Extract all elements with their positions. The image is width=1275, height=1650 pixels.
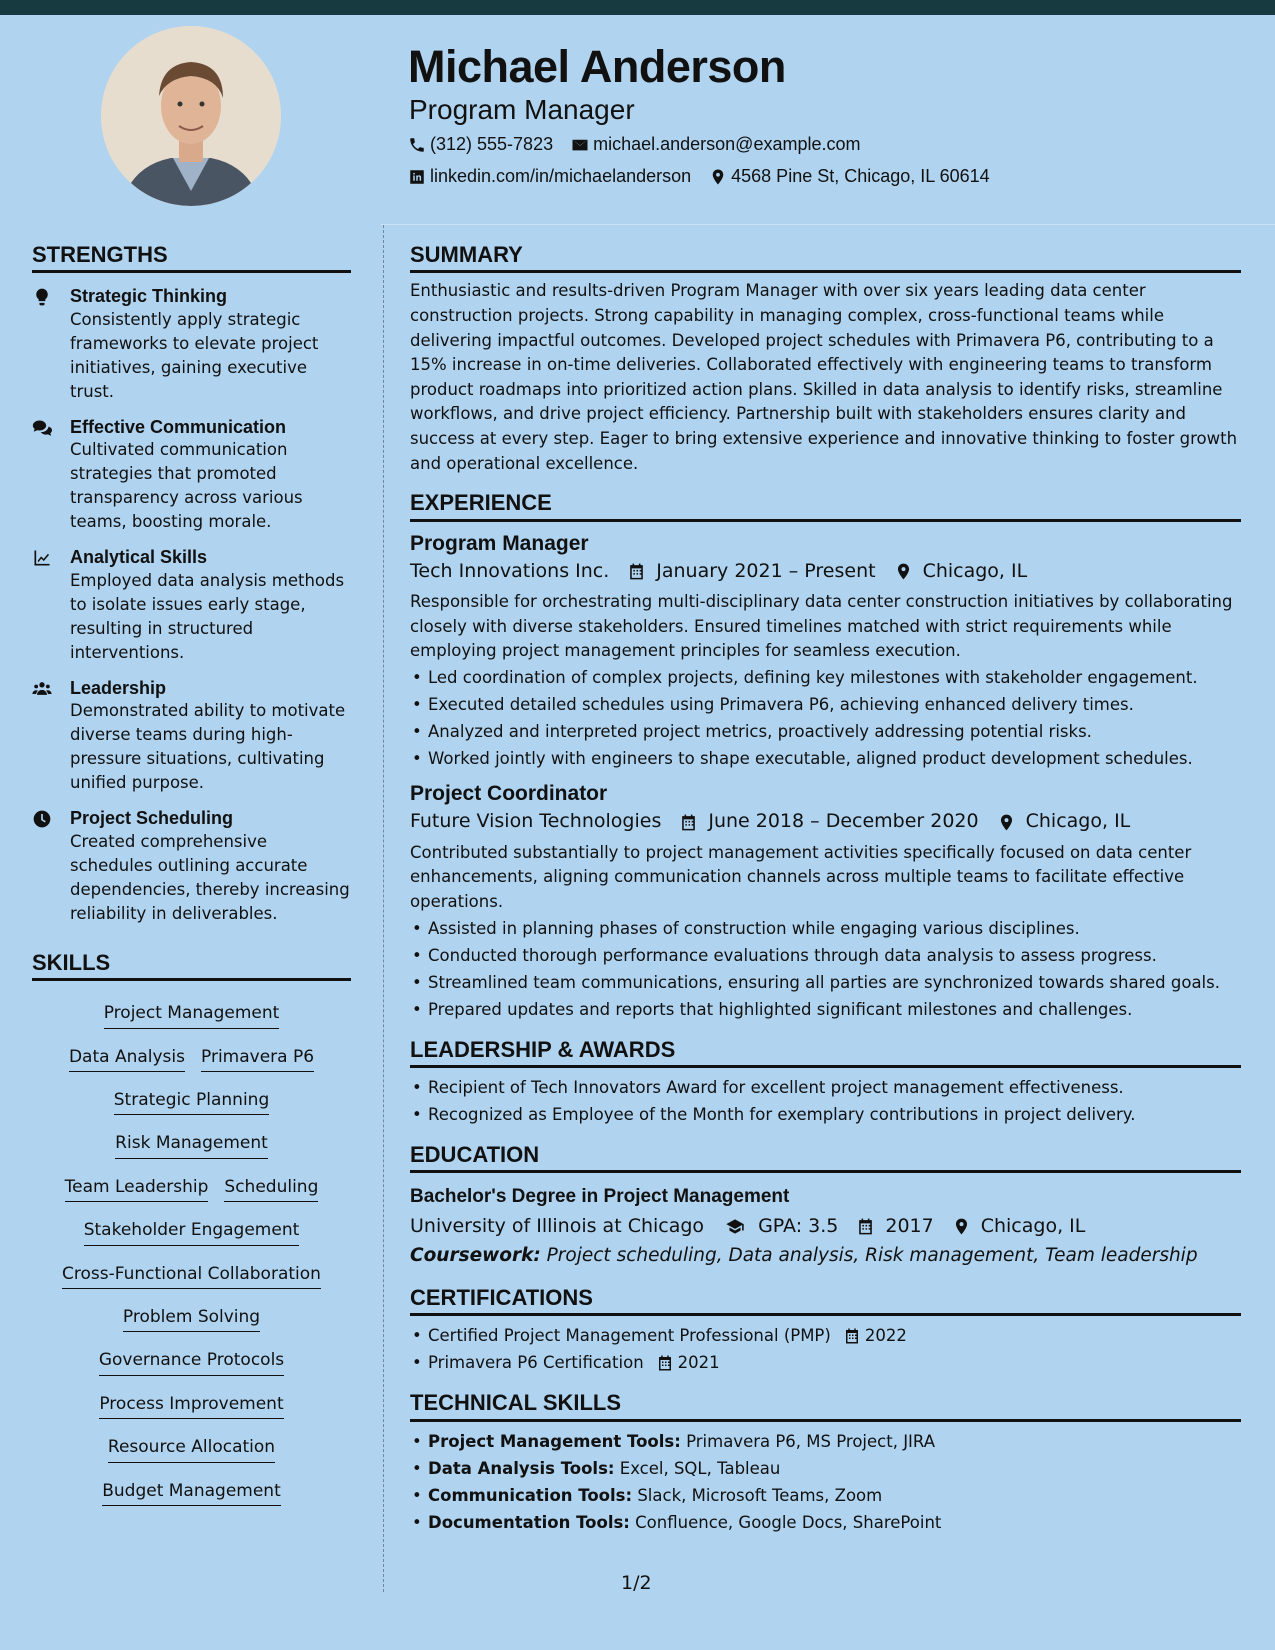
job-entry (410, 530, 1241, 773)
email-text[interactable]: michael.anderson@example.com (593, 134, 861, 154)
job-location: Chicago, IL (922, 559, 1028, 582)
job-meta (410, 557, 1241, 586)
job-description: Responsible for orchestrating multi-disciplinary data center construction initiatives by collaborating closely with diverse stakeholders. Ensured timelines matched with strict requirements while employing project management principles for seamless execution. (410, 592, 1233, 661)
coursework-text: Project scheduling, Data analysis, Risk management, Team leadership (546, 1245, 1198, 1267)
strength-title: Strategic Thinking (70, 286, 228, 307)
job-dates: June 2018 – December 2020 (708, 810, 979, 833)
map-marker-icon (952, 1217, 971, 1236)
skill-tag: Risk Management (115, 1125, 268, 1158)
awards-list (410, 1074, 1241, 1128)
email-contact[interactable] (571, 134, 860, 155)
chart-line-icon (32, 548, 52, 568)
list-item (410, 1455, 1241, 1482)
strength-item (32, 285, 351, 404)
school-name: University of Illinois at Chicago (410, 1214, 705, 1237)
list-item: • Executed detailed schedules using Primavera P6, achieving enhanced delivery times. (410, 691, 1241, 718)
comments-icon (32, 418, 52, 438)
skills-heading: SKILLS (32, 950, 351, 981)
tech-value: Excel, SQL, Tableau (619, 1458, 781, 1478)
envelope-icon (571, 136, 589, 154)
summary-text: Enthusiastic and results-driven Program Manager with over six years leading data center construction projects. Strong capability in managing complex, cross-functional teams while delivering impactful outcomes. Developed project schedules with Primavera P6, contributing to a 15% increase in on-time deliveries. Collaborated effectively with engineering teams to transform product roadmaps into prioritized action plans. Skilled in data analysis to identify risks, streamline workflows, and drive project efficiency. Partnership built with stakeholders ensures clarity and success at every step. Eager to bring extensive experience and innovative thinking to foster growth and operational excellence. (410, 281, 1238, 473)
skill-tag: Governance Protocols (99, 1342, 284, 1375)
technical-skills-heading: TECHNICAL SKILLS (410, 1390, 1241, 1421)
strength-desc: Employed data analysis methods to isolate issues early stage, resulting in structured interventions. (70, 570, 345, 662)
school-location: Chicago, IL (980, 1214, 1086, 1237)
linkedin-contact[interactable] (408, 166, 691, 187)
cert-year: 2022 (864, 1326, 907, 1346)
strength-item (32, 807, 351, 926)
skill-tag: Data Analysis (69, 1039, 185, 1072)
job-company: Tech Innovations Inc. (410, 559, 610, 582)
users-icon (32, 679, 52, 699)
map-marker-icon (894, 562, 913, 581)
list-item (410, 1349, 1241, 1376)
strength-item (32, 677, 351, 796)
left-column (32, 242, 351, 1510)
candidate-name: Michael Anderson (408, 41, 786, 92)
job-role: Project Coordinator (410, 782, 608, 806)
list-item: • Analyzed and interpreted project metrics, proactively addressing potential risks. (410, 718, 1241, 745)
grad-year: 2017 (885, 1214, 934, 1237)
skill-tag: Project Management (104, 995, 280, 1028)
job-dates: January 2021 – Present (656, 559, 876, 582)
page-number: 1/2 (621, 1572, 652, 1594)
clock-icon (32, 809, 52, 829)
coursework (410, 1241, 1241, 1271)
tech-label: Communication Tools: (428, 1485, 633, 1505)
tech-value: Primavera P6, MS Project, JIRA (686, 1431, 936, 1451)
list-item: • Recognized as Employee of the Month for exemplary contributions in project delivery. (410, 1101, 1241, 1128)
job-company: Future Vision Technologies (410, 810, 662, 833)
cert-name: • Certified Project Management Professional (PMP) (428, 1326, 831, 1346)
list-item: • Prepared updates and reports that highlighted significant milestones and challenges. (410, 996, 1241, 1023)
skill-tag: Budget Management (102, 1473, 281, 1506)
candidate-title: Program Manager (409, 94, 635, 125)
job-role: Program Manager (410, 531, 589, 555)
tech-value: Confluence, Google Docs, SharePoint (635, 1512, 942, 1532)
list-item: • Worked jointly with engineers to shape executable, aligned product development schedules. (410, 745, 1241, 772)
gpa-text: GPA: 3.5 (758, 1214, 839, 1237)
skill-tag: Team Leadership (65, 1169, 209, 1202)
tech-value: Slack, Microsoft Teams, Zoom (637, 1485, 883, 1505)
phone-contact (408, 134, 553, 155)
job-bullets (410, 915, 1241, 1023)
degree-title: Bachelor's Degree in Project Management (410, 1186, 790, 1208)
cert-year: 2021 (677, 1353, 720, 1373)
header-rule (381, 224, 1275, 225)
strength-title: Analytical Skills (70, 547, 208, 568)
job-location: Chicago, IL (1025, 810, 1131, 833)
experience-heading: EXPERIENCE (410, 490, 1241, 521)
list-item (410, 1482, 1241, 1509)
calendar-icon (856, 1217, 875, 1236)
calendar-icon (656, 1354, 674, 1372)
calendar-icon (679, 813, 698, 832)
strength-desc: Created comprehensive schedules outlining accurate dependencies, thereby increasing reliability in deliverables. (70, 831, 350, 923)
strength-desc: Demonstrated ability to motivate diverse teams during high-pressure situations, cultivating unified purpose. (70, 701, 346, 793)
strength-desc: Cultivated communication strategies that promoted transparency across various teams, boosting morale. (70, 440, 303, 532)
address-contact (709, 166, 990, 187)
job-description: Contributed substantially to project management activities specifically focused on data center enhancements, aligning communication channels across multiple teams to facilitate effective operations. (410, 842, 1192, 911)
skill-tag: Stakeholder Engagement (84, 1212, 300, 1245)
list-item: • Conducted thorough performance evaluations through data analysis to assess progress. (410, 942, 1241, 969)
skills-list (32, 989, 351, 1510)
technical-skills-list (410, 1428, 1241, 1536)
contact-row-2 (408, 166, 1008, 187)
skill-tag: Cross-Functional Collaboration (62, 1256, 321, 1289)
cert-name: • Primavera P6 Certification (428, 1353, 644, 1373)
profile-photo (101, 26, 281, 206)
coursework-label: Coursework: (410, 1245, 541, 1267)
job-meta (410, 807, 1241, 836)
list-item: • Assisted in planning phases of construction while engaging various disciplines. (410, 915, 1241, 942)
tech-label: Project Management Tools: (428, 1431, 681, 1451)
address-text: 4568 Pine St, Chicago, IL 60614 (731, 166, 990, 186)
calendar-icon (627, 562, 646, 581)
column-divider (383, 225, 384, 1592)
strength-title: Project Scheduling (70, 808, 234, 829)
strength-title: Effective Communication (70, 416, 287, 437)
right-column (410, 242, 1241, 1536)
strength-title: Leadership (70, 677, 167, 698)
linkedin-icon (408, 168, 426, 186)
graduation-cap-icon (722, 1217, 748, 1236)
skill-tag: Strategic Planning (114, 1082, 269, 1115)
certifications-heading: CERTIFICATIONS (410, 1285, 1241, 1316)
education-heading: EDUCATION (410, 1142, 1241, 1173)
phone-icon (408, 136, 426, 154)
skill-tag: Problem Solving (123, 1299, 260, 1332)
strength-item (32, 546, 351, 665)
job-bullets (410, 664, 1241, 772)
list-item: • Recipient of Tech Innovators Award for excellent project management effectiveness. (410, 1074, 1241, 1101)
strength-desc: Consistently apply strategic frameworks to elevate project initiatives, gaining executive trust. (70, 309, 319, 401)
map-marker-icon (997, 813, 1016, 832)
awards-heading: LEADERSHIP & AWARDS (410, 1037, 1241, 1068)
tech-label: Data Analysis Tools: (428, 1458, 615, 1478)
map-marker-icon (709, 168, 727, 186)
skill-tag: Primavera P6 (201, 1039, 314, 1072)
summary-heading: SUMMARY (410, 242, 1241, 273)
calendar-icon (843, 1327, 861, 1345)
lightbulb-icon (32, 287, 52, 307)
job-entry (410, 780, 1241, 1023)
strengths-heading: STRENGTHS (32, 242, 351, 273)
list-item: • Streamlined team communications, ensuring all parties are synchronized towards shared goals. (410, 969, 1241, 996)
skill-tag: Process Improvement (99, 1386, 283, 1419)
list-item: • Led coordination of complex projects, defining key milestones with stakeholder engagement. (410, 664, 1241, 691)
contact-row-1 (408, 134, 879, 155)
education-meta (410, 1212, 1241, 1241)
list-item (410, 1428, 1241, 1455)
strength-item (32, 416, 351, 535)
certifications-list (410, 1322, 1241, 1376)
list-item (410, 1322, 1241, 1349)
list-item (410, 1509, 1241, 1536)
phone-text: (312) 555-7823 (430, 134, 554, 154)
linkedin-text[interactable]: linkedin.com/in/michaelanderson (430, 166, 692, 186)
tech-label: Documentation Tools: (428, 1512, 630, 1532)
top-bar (0, 0, 1275, 15)
skill-tag: Scheduling (224, 1169, 318, 1202)
skill-tag: Resource Allocation (108, 1429, 275, 1462)
